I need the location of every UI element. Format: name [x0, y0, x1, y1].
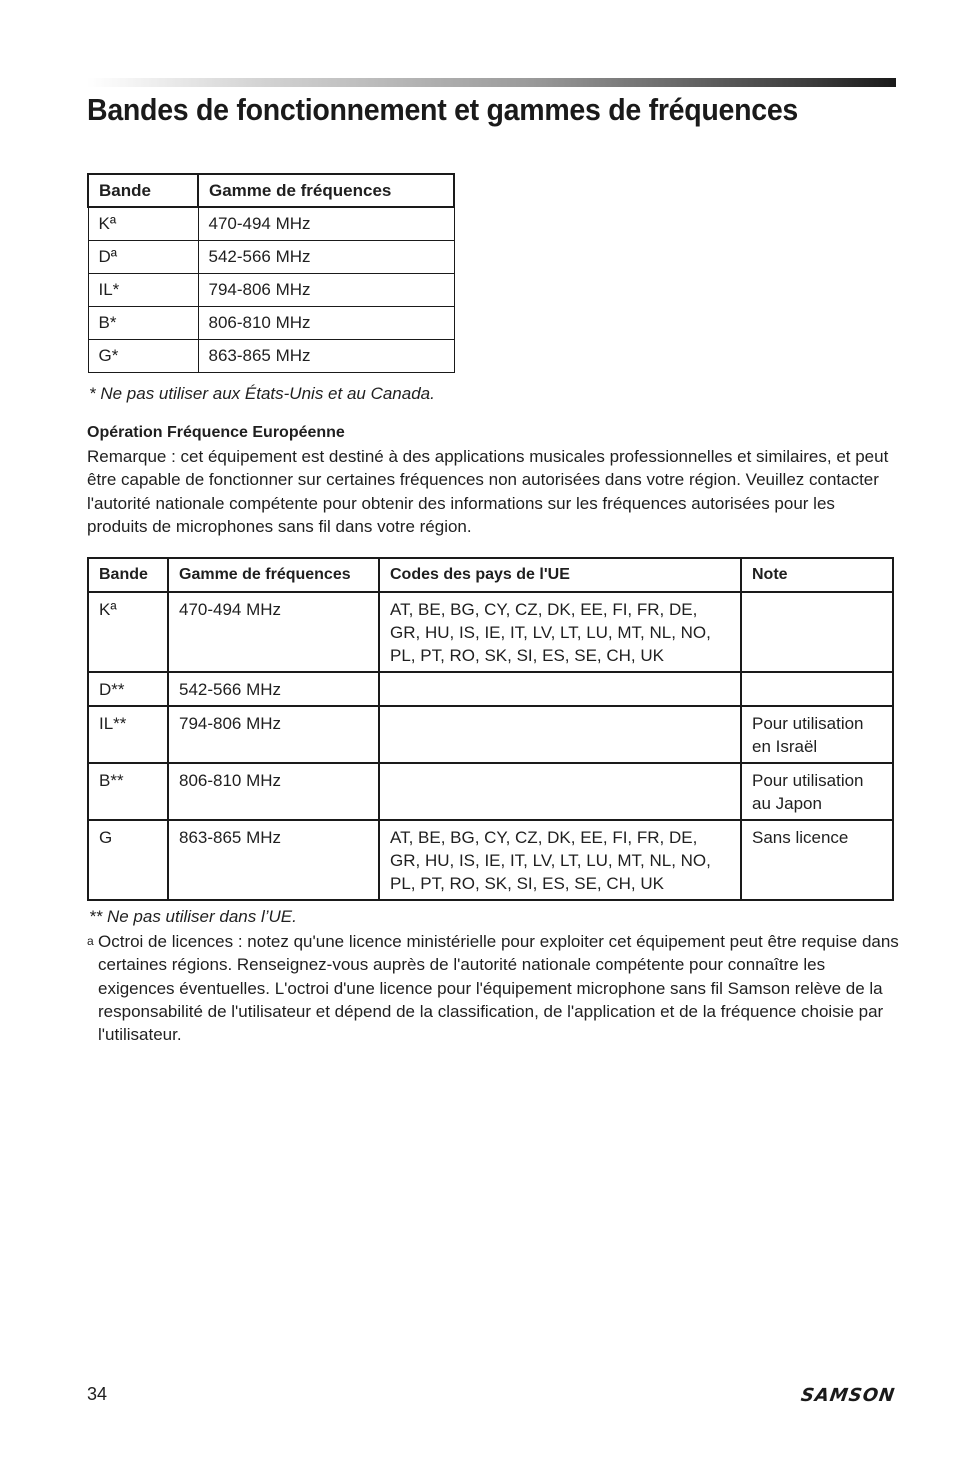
- footnote-licensing-text: Octroi de licences : notez qu'une licence ministérielle pour exploiter cet équipement peut être requise dans certaines régions. Renseignez-vous auprès de l'autorité nationale compétente pour connaître les exigences éventuelles. L'octroi d'une licence pour l'équipement microphone sans fil Samson relève de la responsabilité de l'utilisateur et dépend de la classification, de l'application et de la fréquence choisie par l'utilisateur.: [98, 932, 899, 1045]
- eu-band-table: [87, 557, 894, 901]
- cell-band: G*: [88, 339, 198, 372]
- cell-range: 863-865 MHz: [168, 820, 379, 900]
- header-gradient-bar: [87, 78, 896, 87]
- footnote-licensing: [87, 930, 899, 1046]
- table-header-row: [88, 174, 454, 207]
- cell-band: G: [88, 820, 168, 900]
- table-row: [88, 273, 454, 306]
- brand-logo: SAMSON: [799, 1385, 897, 1406]
- table-row: [88, 306, 454, 339]
- column-header-note: Note: [741, 558, 893, 592]
- cell-note: [741, 672, 893, 706]
- cell-range: 470-494 MHz: [168, 592, 379, 672]
- column-header-range: Gamme de fréquences: [168, 558, 379, 592]
- footnote-us-canada: * Ne pas utiliser aux États-Unis et au Canada.: [89, 384, 435, 403]
- cell-note: Pour utilisation au Japon: [741, 763, 893, 820]
- band-table: [87, 173, 455, 373]
- cell-band: Kª: [88, 592, 168, 672]
- cell-note: Pour utilisation en Israël: [741, 706, 893, 763]
- table-row: [88, 240, 454, 273]
- cell-range: 794-806 MHz: [168, 706, 379, 763]
- column-header-range: Gamme de fréquences: [198, 174, 454, 207]
- section-heading: Opération Fréquence Européenne: [87, 424, 345, 441]
- cell-range: 863-865 MHz: [198, 339, 454, 372]
- cell-note: Sans licence: [741, 820, 893, 900]
- table-row: [88, 207, 454, 240]
- table-row: [88, 706, 893, 763]
- cell-country-codes: [379, 672, 741, 706]
- table-row: [88, 763, 893, 820]
- column-header-country-codes: Codes des pays de l'UE: [379, 558, 741, 592]
- footnote-marker: a: [87, 934, 94, 948]
- column-header-band: Bande: [88, 558, 168, 592]
- cell-band: D**: [88, 672, 168, 706]
- cell-band: IL**: [88, 706, 168, 763]
- table-row: [88, 339, 454, 372]
- page-number: 34: [87, 1384, 108, 1404]
- table-row: [88, 592, 893, 672]
- table-row: [88, 820, 893, 900]
- cell-country-codes: [379, 706, 741, 763]
- cell-range: 470-494 MHz: [198, 207, 454, 240]
- cell-range: 542-566 MHz: [198, 240, 454, 273]
- table-row: [88, 672, 893, 706]
- cell-range: 542-566 MHz: [168, 672, 379, 706]
- column-header-band: Bande: [88, 174, 198, 207]
- cell-country-codes: AT, BE, BG, CY, CZ, DK, EE, FI, FR, DE, GR, HU, IS, IE, IT, LV, LT, LU, MT, NL, NO, PL, PT, RO, SK, SI, ES, SE, CH, UK: [379, 820, 741, 900]
- cell-band: Dª: [88, 240, 198, 273]
- cell-country-codes: AT, BE, BG, CY, CZ, DK, EE, FI, FR, DE, GR, HU, IS, IE, IT, LV, LT, LU, MT, NL, NO, PL, PT, RO, SK, SI, ES, SE, CH, UK: [379, 592, 741, 672]
- cell-note: [741, 592, 893, 672]
- cell-range: 794-806 MHz: [198, 273, 454, 306]
- page-title: Bandes de fonctionnement et gammes de fréquences: [87, 92, 799, 127]
- footnote-eu: ** Ne pas utiliser dans l’UE.: [89, 907, 297, 926]
- cell-country-codes: [379, 763, 741, 820]
- cell-band: IL*: [88, 273, 198, 306]
- table-header-row: [88, 558, 893, 592]
- section-paragraph: Remarque : cet équipement est destiné à des applications musicales professionnelles et similaires, et peut être capable de fonctionner sur certaines fréquences non autorisées dans votre région. Veuillez contacter l'autorité nationale compétente pour obtenir des informations sur les fréquences autorisées pour les produits de microphones sans fil dans votre région.: [87, 447, 889, 536]
- cell-band: Kª: [88, 207, 198, 240]
- cell-band: B**: [88, 763, 168, 820]
- cell-band: B*: [88, 306, 198, 339]
- cell-range: 806-810 MHz: [198, 306, 454, 339]
- cell-range: 806-810 MHz: [168, 763, 379, 820]
